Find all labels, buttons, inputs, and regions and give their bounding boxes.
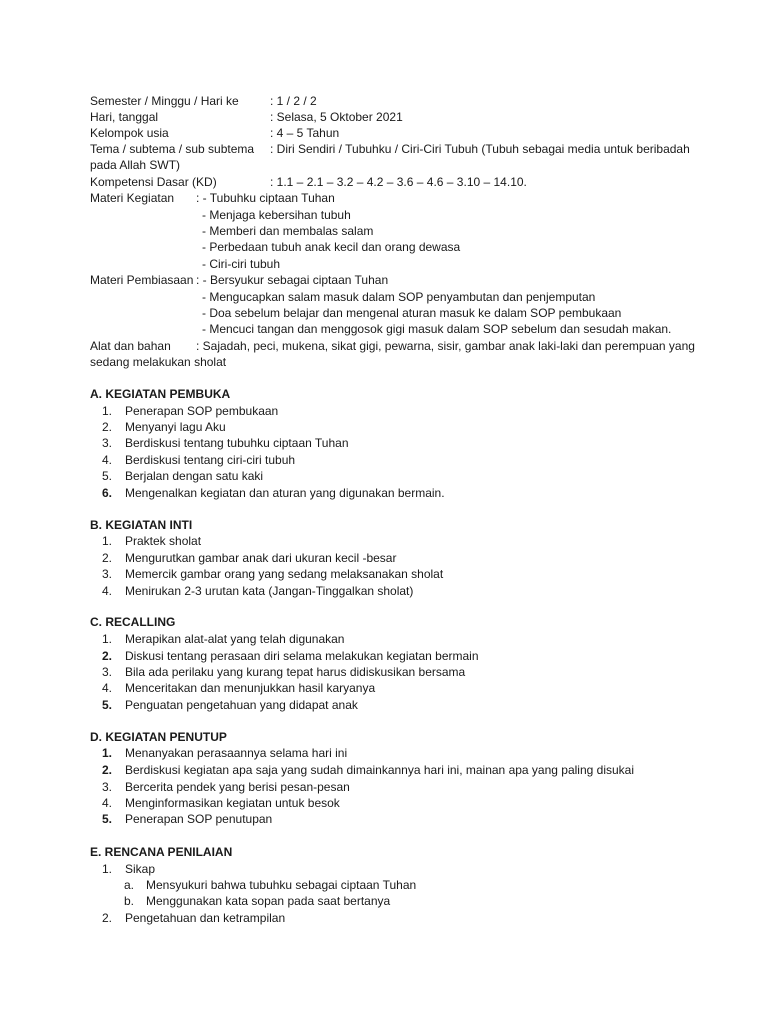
materi-pembiasaan-item: - Mencuci tangan dan menggosok gigi masuk dalam SOP sebelum dan sesudah makan. <box>202 322 672 336</box>
list-text: Menginformasikan kegiatan untuk besok <box>125 796 340 810</box>
materi-kegiatan-item: - Ciri-ciri tubuh <box>202 257 281 271</box>
list-text: Mengenalkan kegiatan dan aturan yang digunakan bermain. <box>125 486 445 500</box>
tema-continuation: pada Allah SWT) <box>90 158 181 172</box>
materi-kegiatan-item: - Menjaga kebersihan tubuh <box>202 208 351 222</box>
materi-pembiasaan-label: Materi Pembiasaan <box>90 273 194 287</box>
list-text: Praktek sholat <box>125 534 202 548</box>
section-b-title: B. KEGIATAN INTI <box>90 518 193 532</box>
list-number: 6. <box>101 486 112 500</box>
hari-value: : Selasa, 5 Oktober 2021 <box>270 110 403 124</box>
list-number: 2. <box>101 763 112 777</box>
materi-pembiasaan-item: - Doa sebelum belajar dan mengenal aturan masuk ke dalam SOP pembukaan <box>202 306 622 320</box>
alat-value: : Sajadah, peci, mukena, sikat gigi, pewarna, sisir, gambar anak laki-laki dan perempuan yang <box>196 339 695 353</box>
list-text: Menirukan 2-3 urutan kata (Jangan-Tinggalkan sholat) <box>125 584 414 598</box>
kelompok-label: Kelompok usia <box>90 126 169 140</box>
list-number: 4. <box>101 796 112 810</box>
list-text: Penguatan pengetahuan yang didapat anak <box>125 698 358 712</box>
list-text: Penerapan SOP penutupan <box>125 812 273 826</box>
list-text: Menanyakan perasaannya selama hari ini <box>125 746 348 760</box>
materi-kegiatan-item: - Memberi dan membalas salam <box>202 224 374 238</box>
sub-list-letter: b. <box>124 894 135 908</box>
list-text: Merapikan alat-alat yang telah digunakan <box>125 632 345 646</box>
list-text: Berjalan dengan satu kaki <box>125 469 264 483</box>
list-number: 5. <box>101 698 112 712</box>
tema-value: : Diri Sendiri / Tubuhku / Ciri-Ciri Tubuh (Tubuh sebagai media untuk beribadah <box>270 142 690 156</box>
materi-kegiatan-label: Materi Kegiatan <box>90 191 175 205</box>
alat-continuation: sedang melakukan sholat <box>90 355 227 369</box>
sub-list-text: Menggunakan kata sopan pada saat bertanya <box>146 894 391 908</box>
list-number: 1. <box>101 534 112 548</box>
list-number: 3. <box>101 567 112 581</box>
list-number: 1. <box>101 862 112 876</box>
kd-label: Kompetensi Dasar (KD) <box>90 175 217 189</box>
list-number: 5. <box>101 469 112 483</box>
list-number: 3. <box>101 780 112 794</box>
section-d-title: D. KEGIATAN PENUTUP <box>90 730 227 744</box>
list-number: 4. <box>101 584 112 598</box>
materi-kegiatan-item: - Perbedaan tubuh anak kecil dan orang dewasa <box>202 240 461 254</box>
semester-value: : 1 / 2 / 2 <box>270 94 317 108</box>
list-number: 4. <box>101 681 112 695</box>
tema-label: Tema / subtema / sub subtema <box>90 142 255 156</box>
list-number: 4. <box>101 453 112 467</box>
hari-label: Hari, tanggal <box>90 110 159 124</box>
list-number: 2. <box>101 551 112 565</box>
list-number: 3. <box>101 665 112 679</box>
list-text: Berdiskusi tentang ciri-ciri tubuh <box>125 453 296 467</box>
list-text: Menyanyi lagu Aku <box>125 420 226 434</box>
list-number: 1. <box>101 632 112 646</box>
section-c-title: C. RECALLING <box>90 615 176 629</box>
section-e-title: E. RENCANA PENILAIAN <box>90 845 233 859</box>
kelompok-value: : 4 – 5 Tahun <box>270 126 340 140</box>
list-text: Berdiskusi kegiatan apa saja yang sudah dimainkannya hari ini, mainan apa yang paling disukai <box>125 763 634 777</box>
list-number: 1. <box>101 746 112 760</box>
materi-kegiatan-item: : - Tubuhku ciptaan Tuhan <box>196 191 335 205</box>
semester-label: Semester / Minggu / Hari ke <box>90 94 239 108</box>
list-text: Bercerita pendek yang berisi pesan-pesan <box>125 780 350 794</box>
list-number: 2. <box>101 420 112 434</box>
list-text: Berdiskusi tentang tubuhku ciptaan Tuhan <box>125 436 349 450</box>
list-number: 2. <box>101 911 112 925</box>
materi-pembiasaan-item: : - Bersyukur sebagai ciptaan Tuhan <box>196 273 389 287</box>
section-a-title: A. KEGIATAN PEMBUKA <box>90 387 231 401</box>
materi-pembiasaan-item: - Mengucapkan salam masuk dalam SOP penyambutan dan penjemputan <box>202 290 596 304</box>
list-text: Penerapan SOP pembukaan <box>125 404 279 418</box>
list-number: 5. <box>101 812 112 826</box>
sub-list-text: Mensyukuri bahwa tubuhku sebagai ciptaan Tuhan <box>146 878 417 892</box>
list-number: 1. <box>101 404 112 418</box>
kd-value: : 1.1 – 2.1 – 3.2 – 4.2 – 3.6 – 4.6 – 3.10 – 14.10. <box>270 175 527 189</box>
sub-list-letter: a. <box>124 878 135 892</box>
list-number: 2. <box>101 649 112 663</box>
list-text: Bila ada perilaku yang kurang tepat harus didiskusikan bersama <box>125 665 466 679</box>
list-text: Mengurutkan gambar anak dari ukuran kecil -besar <box>125 551 397 565</box>
list-text: Diskusi tentang perasaan diri selama melakukan kegiatan bermain <box>125 649 479 663</box>
list-text: Memercik gambar orang yang sedang melaksanakan sholat <box>125 567 444 581</box>
list-text: Pengetahuan dan ketrampilan <box>125 911 286 925</box>
alat-label: Alat dan bahan <box>90 339 171 353</box>
list-number: 3. <box>101 436 112 450</box>
list-text: Sikap <box>125 862 156 876</box>
list-text: Menceritakan dan menunjukkan hasil karyanya <box>125 681 376 695</box>
